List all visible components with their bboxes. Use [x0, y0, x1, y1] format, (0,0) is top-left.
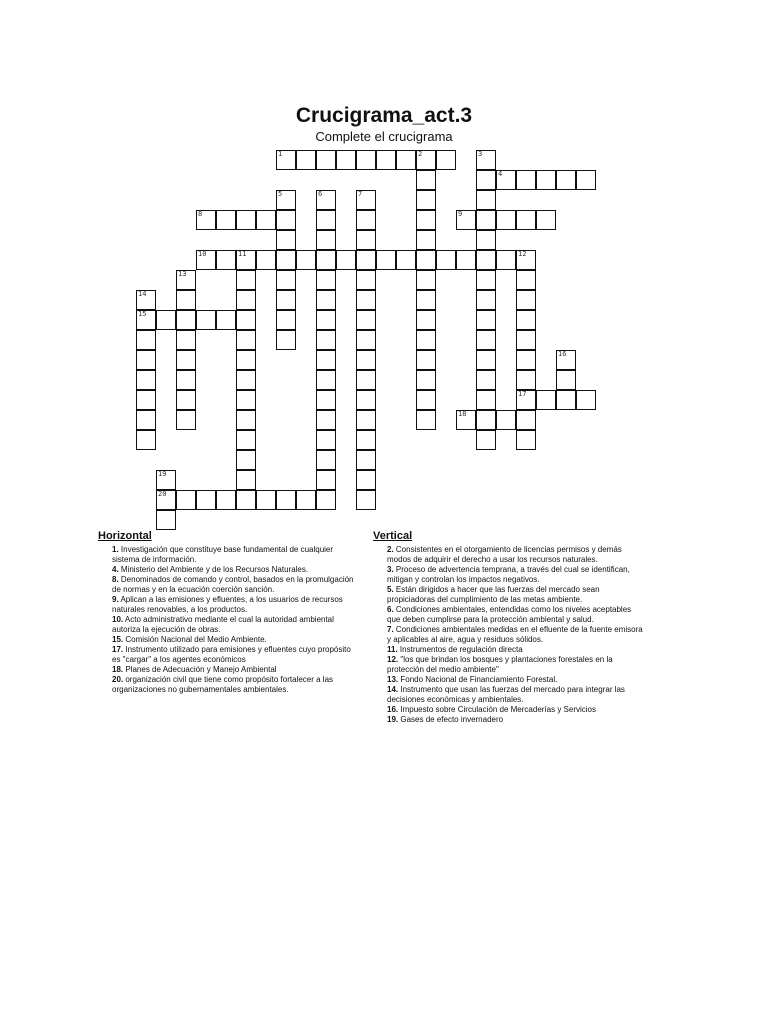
crossword-cell[interactable]	[476, 290, 496, 310]
crossword-cell[interactable]	[536, 170, 556, 190]
crossword-cell[interactable]	[196, 250, 216, 270]
clue-number: 14.	[387, 685, 399, 694]
cell-number: 10	[198, 250, 207, 258]
crossword-cell[interactable]	[516, 290, 536, 310]
clue-h-1	[98, 545, 360, 565]
crossword-cell[interactable]	[516, 370, 536, 390]
cell-number: 20	[158, 490, 167, 498]
crossword-cell[interactable]	[316, 150, 336, 170]
crossword-cell[interactable]	[516, 390, 536, 410]
cell-number: 5	[278, 190, 283, 198]
crossword-cell[interactable]	[356, 310, 376, 330]
crossword-cell[interactable]	[216, 490, 236, 510]
crossword-cell[interactable]	[216, 210, 236, 230]
horizontal-clues	[98, 530, 360, 695]
crossword-cell[interactable]	[516, 430, 536, 450]
cell-number: 4	[498, 170, 503, 178]
cell-number: 2	[418, 150, 423, 158]
crossword-cell[interactable]	[136, 390, 156, 410]
crossword-cell[interactable]	[256, 210, 276, 230]
crossword-cell[interactable]	[416, 150, 436, 170]
crossword-cell[interactable]	[316, 270, 336, 290]
crossword-cell[interactable]	[196, 310, 216, 330]
crossword-cell[interactable]	[556, 170, 576, 190]
cell-number: 19	[158, 470, 167, 478]
crossword-cell[interactable]	[416, 310, 436, 330]
clue-number: 18.	[112, 665, 124, 674]
crossword-cell[interactable]	[416, 390, 436, 410]
crossword-cell[interactable]	[516, 410, 536, 430]
crossword-cell[interactable]	[136, 310, 156, 330]
crossword-cell[interactable]	[556, 370, 576, 390]
clue-h-9	[98, 595, 360, 615]
clue-text: Condiciones ambientales medidas en el efluente de la fuente emisora y aplicables al aire, agua y residuos sólidos.	[387, 625, 643, 644]
clue-text: Condiciones ambientales, entendidas como los niveles aceptables que deben cumplirse para la protección ambiental y salud.	[387, 605, 632, 624]
crossword-cell[interactable]	[316, 470, 336, 490]
crossword-cell[interactable]	[476, 250, 496, 270]
clue-text: Están dirigidos a hacer que las fuerzas del mercado sean propiciadoras del cumplimiento de las metas ambiente.	[387, 585, 600, 604]
crossword-cell[interactable]	[176, 410, 196, 430]
crossword-cell[interactable]	[376, 150, 396, 170]
clue-text: Instrumento utilizado para emisiones y efluentes cuyo propósito es "cargar" a los agentes económicos	[112, 645, 351, 664]
crossword-cell[interactable]	[216, 310, 236, 330]
crossword-cell[interactable]	[416, 190, 436, 210]
crossword-cell[interactable]	[316, 490, 336, 510]
crossword-cell[interactable]	[276, 190, 296, 210]
clue-number: 6.	[387, 605, 394, 614]
crossword-cell[interactable]	[356, 470, 376, 490]
clue-number: 15.	[112, 635, 124, 644]
crossword-cell[interactable]	[356, 490, 376, 510]
clue-v-12	[373, 655, 645, 675]
clue-number: 1.	[112, 545, 119, 554]
crossword-cell[interactable]	[476, 410, 496, 430]
cell-number: 18	[458, 410, 467, 418]
crossword-cell[interactable]	[416, 410, 436, 430]
cell-number: 1	[278, 150, 283, 158]
crossword-cell[interactable]	[336, 250, 356, 270]
clue-number: 10.	[112, 615, 124, 624]
crossword-cell[interactable]	[316, 390, 336, 410]
crossword-cell[interactable]	[356, 330, 376, 350]
crossword-cell[interactable]	[236, 490, 256, 510]
clue-h-8	[98, 575, 360, 595]
crossword-cell[interactable]	[176, 490, 196, 510]
page-subtitle: Complete el crucigrama	[315, 129, 453, 144]
crossword-cell[interactable]	[476, 310, 496, 330]
clue-text: Gases de efecto invernadero	[400, 715, 504, 724]
crossword-cell[interactable]	[156, 490, 176, 510]
clue-text: Proceso de advertencia temprana, a través del cual se identifican, mitigan y controlan los impactos negativos.	[387, 565, 630, 584]
vertical-clues	[373, 530, 645, 725]
clue-text: Instrumentos de regulación directa	[399, 645, 523, 654]
cell-number: 13	[178, 270, 187, 278]
crossword-cell[interactable]	[276, 210, 296, 230]
crossword-cell[interactable]	[316, 370, 336, 390]
crossword-cell[interactable]	[476, 150, 496, 170]
clue-number: 5.	[387, 585, 394, 594]
crossword-cell[interactable]	[416, 170, 436, 190]
clue-text: Planes de Adecuación y Manejo Ambiental	[125, 665, 277, 674]
clue-text: Investigación que constituye base fundamental de cualquier sistema de información.	[112, 545, 334, 564]
crossword-cell[interactable]	[236, 390, 256, 410]
clue-number: 20.	[112, 675, 124, 684]
clue-number: 8.	[112, 575, 119, 584]
clue-h-17	[98, 645, 360, 665]
clue-v-2	[373, 545, 645, 565]
clue-v-7	[373, 625, 645, 645]
page-title: Crucigrama_act.3	[295, 104, 473, 127]
crossword-cell[interactable]	[176, 370, 196, 390]
clue-number: 4.	[112, 565, 119, 574]
crossword-cell[interactable]	[236, 370, 256, 390]
crossword-cell[interactable]	[276, 290, 296, 310]
clue-h-18	[98, 665, 360, 675]
crossword-cell[interactable]	[236, 330, 256, 350]
clue-h-20	[98, 675, 360, 695]
crossword-cell[interactable]	[236, 430, 256, 450]
crossword-cell[interactable]	[176, 390, 196, 410]
crossword-cell[interactable]	[276, 270, 296, 290]
crossword-cell[interactable]	[516, 270, 536, 290]
crossword-cell[interactable]	[356, 430, 376, 450]
clue-text: organización civil que tiene como propósito fortalecer a las organizaciones no gubernamentales ambientales.	[112, 675, 334, 694]
clue-number: 16.	[387, 705, 399, 714]
crossword-cell[interactable]	[236, 450, 256, 470]
crossword-cell[interactable]	[316, 250, 336, 270]
crossword-cell[interactable]	[316, 190, 336, 210]
crossword-cell[interactable]	[176, 330, 196, 350]
crossword-cell[interactable]	[236, 270, 256, 290]
crossword-cell[interactable]	[316, 310, 336, 330]
clue-h-15	[98, 635, 360, 645]
clue-number: 2.	[387, 545, 394, 554]
crossword-cell[interactable]	[576, 390, 596, 410]
crossword-cell[interactable]	[416, 210, 436, 230]
crossword-cell[interactable]	[356, 250, 376, 270]
crossword-cell[interactable]	[136, 350, 156, 370]
crossword-cell[interactable]	[196, 490, 216, 510]
clue-text: Instrumento que usan las fuerzas del mercado para integrar las decisiones económicas y ambientales.	[387, 685, 625, 704]
cell-number: 7	[358, 190, 363, 198]
clue-v-16	[373, 705, 645, 715]
crossword-cell[interactable]	[156, 470, 176, 490]
crossword-cell[interactable]	[236, 410, 256, 430]
crossword-cell[interactable]	[296, 490, 316, 510]
crossword-cell[interactable]	[356, 350, 376, 370]
crossword-cell[interactable]	[316, 230, 336, 250]
clue-text: "los que brindan los bosques y plantaciones forestales en la protección del medio ambiente"	[387, 655, 613, 674]
clue-number: 9.	[112, 595, 119, 604]
cell-number: 17	[518, 390, 527, 398]
clue-text: Aplican a las emisiones y efluentes, a los usuarios de recursos naturales renovables, a los productos.	[112, 595, 343, 614]
crossword-cell[interactable]	[436, 150, 456, 170]
crossword-cell[interactable]	[516, 170, 536, 190]
crossword-cell[interactable]	[476, 170, 496, 190]
crossword-cell[interactable]	[516, 310, 536, 330]
crossword-cell[interactable]	[476, 270, 496, 290]
clue-v-14	[373, 685, 645, 705]
clue-number: 12.	[387, 655, 399, 664]
crossword-cell[interactable]	[416, 230, 436, 250]
cell-number: 11	[238, 250, 247, 258]
crossword-cell[interactable]	[276, 330, 296, 350]
crossword-cell[interactable]	[476, 330, 496, 350]
crossword-cell[interactable]	[236, 310, 256, 330]
crossword-cell[interactable]	[136, 330, 156, 350]
crossword-cell[interactable]	[356, 270, 376, 290]
crossword-cell[interactable]	[176, 350, 196, 370]
crossword-cell[interactable]	[136, 430, 156, 450]
crossword-cell[interactable]	[296, 250, 316, 270]
clue-text: Impuesto sobre Circulación de Mercaderías y Servicios	[400, 705, 596, 714]
crossword-cell[interactable]	[356, 230, 376, 250]
crossword-cell[interactable]	[396, 250, 416, 270]
cell-number: 15	[138, 310, 147, 318]
crossword-cell[interactable]	[376, 250, 396, 270]
clue-text: Acto administrativo mediante el cual la autoridad ambiental autoriza la ejecución de obras.	[112, 615, 334, 634]
crossword-cell[interactable]	[496, 210, 516, 230]
crossword-cell[interactable]	[496, 170, 516, 190]
clue-v-11	[373, 645, 645, 655]
crossword-cell[interactable]	[456, 210, 476, 230]
crossword-cell[interactable]	[316, 350, 336, 370]
clue-h-10	[98, 615, 360, 635]
crossword-cell[interactable]	[176, 310, 196, 330]
cell-number: 14	[138, 290, 147, 298]
clue-number: 3.	[387, 565, 394, 574]
crossword-cell[interactable]	[476, 190, 496, 210]
crossword-cell[interactable]	[476, 390, 496, 410]
crossword-cell[interactable]	[316, 210, 336, 230]
clue-v-19	[373, 715, 645, 725]
crossword-cell[interactable]	[276, 250, 296, 270]
crossword-cell[interactable]	[476, 370, 496, 390]
clue-text: Consistentes en el otorgamiento de licencias permisos y demás modos de adquirir el derecho a usar los recursos naturales.	[387, 545, 622, 564]
crossword-cell[interactable]	[476, 350, 496, 370]
crossword-cell[interactable]	[476, 430, 496, 450]
crossword-cell[interactable]	[516, 210, 536, 230]
crossword-cell[interactable]	[236, 210, 256, 230]
crossword-cell[interactable]	[296, 150, 316, 170]
crossword-cell[interactable]	[456, 410, 476, 430]
crossword-cell[interactable]	[416, 370, 436, 390]
crossword-cell[interactable]	[496, 250, 516, 270]
clue-number: 19.	[387, 715, 399, 724]
crossword-cell[interactable]	[316, 430, 336, 450]
clue-h-4	[98, 565, 360, 575]
crossword-cell[interactable]	[356, 370, 376, 390]
crossword-cell[interactable]	[356, 410, 376, 430]
crossword-cell[interactable]	[556, 350, 576, 370]
crossword-cell[interactable]	[496, 410, 516, 430]
clue-v-5	[373, 585, 645, 605]
clue-number: 7.	[387, 625, 394, 634]
crossword-cell[interactable]	[356, 450, 376, 470]
crossword-cell[interactable]	[176, 290, 196, 310]
clue-number: 13.	[387, 675, 399, 684]
horizontal-heading: Horizontal	[98, 530, 152, 542]
crossword-cell[interactable]	[416, 270, 436, 290]
crossword-cell[interactable]	[216, 250, 236, 270]
crossword-cell[interactable]	[356, 390, 376, 410]
cell-number: 16	[558, 350, 567, 358]
crossword-cell[interactable]	[316, 330, 336, 350]
crossword-cell[interactable]	[156, 510, 176, 530]
crossword-cell[interactable]	[276, 490, 296, 510]
crossword-cell[interactable]	[236, 290, 256, 310]
cell-number: 9	[458, 210, 463, 218]
crossword-cell[interactable]	[436, 250, 456, 270]
clue-text: Fondo Nacional de Financiamiento Forestal.	[400, 675, 558, 684]
clue-v-3	[373, 565, 645, 585]
crossword-cell[interactable]	[276, 230, 296, 250]
crossword-cell[interactable]	[136, 290, 156, 310]
clue-v-6	[373, 605, 645, 625]
clue-text: Denominados de comando y control, basados en la promulgación de normas y en la ecuación coerción sanción.	[112, 575, 354, 594]
crossword-cell[interactable]	[476, 210, 496, 230]
crossword-cell[interactable]	[416, 330, 436, 350]
crossword-cell[interactable]	[316, 290, 336, 310]
clue-text: Ministerio del Ambiente y de los Recursos Naturales.	[120, 565, 309, 574]
crossword-cell[interactable]	[516, 250, 536, 270]
crossword-cell[interactable]	[236, 470, 256, 490]
crossword-cell[interactable]	[356, 190, 376, 210]
crossword-cell[interactable]	[316, 410, 336, 430]
crossword-cell[interactable]	[276, 150, 296, 170]
cell-number: 8	[198, 210, 203, 218]
crossword-cell[interactable]	[356, 210, 376, 230]
crossword-cell[interactable]	[536, 210, 556, 230]
crossword-cell[interactable]	[336, 150, 356, 170]
clue-v-13	[373, 675, 645, 685]
crossword-cell[interactable]	[276, 310, 296, 330]
crossword-cell[interactable]	[556, 390, 576, 410]
cell-number: 6	[318, 190, 323, 198]
crossword-cell[interactable]	[516, 350, 536, 370]
crossword-cell[interactable]	[516, 330, 536, 350]
crossword-cell[interactable]	[356, 150, 376, 170]
crossword-cell[interactable]	[176, 270, 196, 290]
crossword-cell[interactable]	[236, 350, 256, 370]
crossword-cell[interactable]	[416, 250, 436, 270]
crossword-cell[interactable]	[196, 210, 216, 230]
crossword-cell[interactable]	[416, 290, 436, 310]
crossword-cell[interactable]	[136, 370, 156, 390]
crossword-cell[interactable]	[456, 250, 476, 270]
crossword-cell[interactable]	[416, 350, 436, 370]
cell-number: 3	[478, 150, 483, 158]
clue-number: 17.	[112, 645, 124, 654]
crossword-cell[interactable]	[256, 250, 276, 270]
vertical-heading: Vertical	[373, 530, 413, 542]
clue-text: Comisión Nacional del Medio Ambiente.	[125, 635, 267, 644]
crossword-cell[interactable]	[156, 310, 176, 330]
crossword-cell[interactable]	[576, 170, 596, 190]
cell-number: 12	[518, 250, 527, 258]
crossword-cell[interactable]	[356, 290, 376, 310]
crossword-cell[interactable]	[236, 250, 256, 270]
crossword-cell[interactable]	[316, 450, 336, 470]
crossword-cell[interactable]	[256, 490, 276, 510]
crossword-cell[interactable]	[396, 150, 416, 170]
crossword-cell[interactable]	[136, 410, 156, 430]
clue-number: 11.	[387, 645, 398, 654]
crossword-cell[interactable]	[476, 230, 496, 250]
crossword-cell[interactable]	[536, 390, 556, 410]
